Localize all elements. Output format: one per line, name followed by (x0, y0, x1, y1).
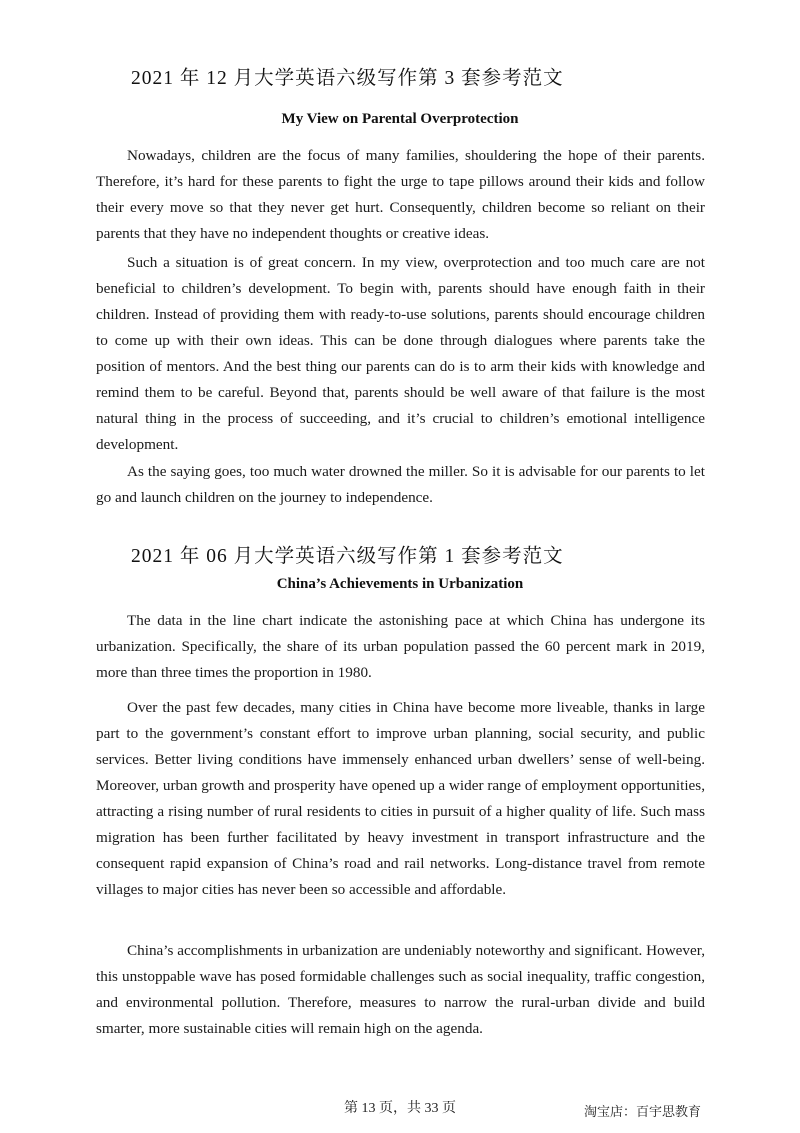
essay2-paragraph-1: The data in the line chart indicate the astonishing pace at which China has undergone its urbanization. Specifically, the share of its urban population passed the 60 percent mark in 2019, more than three times the proportion in 1980. (96, 612, 705, 681)
essay-title-2: China’s Achievements in Urbanization (276, 576, 524, 592)
essay1-paragraph-1: Nowadays, children are the focus of many families, shouldering the hope of their parents. Therefore, it’s hard for these parents to fight the urge to tape pillows around their kids and follow their every move so that they never get hurt. Consequently, children become so reliant on their parents that they have no independent thoughts or creative ideas. (96, 147, 705, 242)
essay1-paragraph-3: As the saying goes, too much water drowned the miller. So it is advisable for our parents to let go and launch children on the journey to independence. (96, 463, 705, 506)
essay2-paragraph-2: Over the past few decades, many cities in China have become more liveable, thanks in large part to the government’s constant effort to improve urban planning, social security, and public services. Better living conditions have immensely enhanced urban dwellers’ sense of well-being. Moreover, urban growth and prosperity have opened up a wider range of employment opportunities, attracting a rising number of rural residents to cities in pursuit of a higher quality of life. Such mass migration has been further facilitated by heavy investment in transport infrastructure and the consequent rapid expansion of China’s road and rail networks. Long-distance travel from remote villages to major cities has never been so accessible and affordable. (96, 699, 705, 898)
page-number: 第 13 页，共 33 页 (344, 1101, 456, 1116)
essay1-paragraph-2: Such a situation is of great concern. In my view, overprotection and too much care are not beneficial to children’s development. To begin with, parents should have enough faith in their children. Instead of providing them with ready-to-use solutions, parents should encourage children to come up with their own ideas. This can be done through dialogues where parents take the position of mentors. And the best thing our parents can do is to arm their kids with knowledge and remind them to be careful. Beyond that, parents should be well aware of that failure is the most natural thing in the process of succeeding, and it’s crucial to children’s emotional intelligence development. (96, 254, 705, 453)
shop-watermark: 淘宝店：百宇思教育 (584, 1105, 702, 1120)
section-title-1: 2021 年 12 月大学英语六级写作第 3 套参考范文 (131, 68, 564, 89)
essay-title-1: My View on Parental Overprotection (281, 111, 519, 127)
section-title-2: 2021 年 06 月大学英语六级写作第 1 套参考范文 (131, 546, 564, 567)
essay2-paragraph-3: China’s accomplishments in urbanization are undeniably noteworthy and significant. However, this unstoppable wave has posed formidable challenges such as social inequality, traffic congestion, and environmental pollution. Therefore, measures to narrow the rural-urban divide and build smarter, more sustainable cities will remain high on the agenda. (96, 942, 705, 1037)
